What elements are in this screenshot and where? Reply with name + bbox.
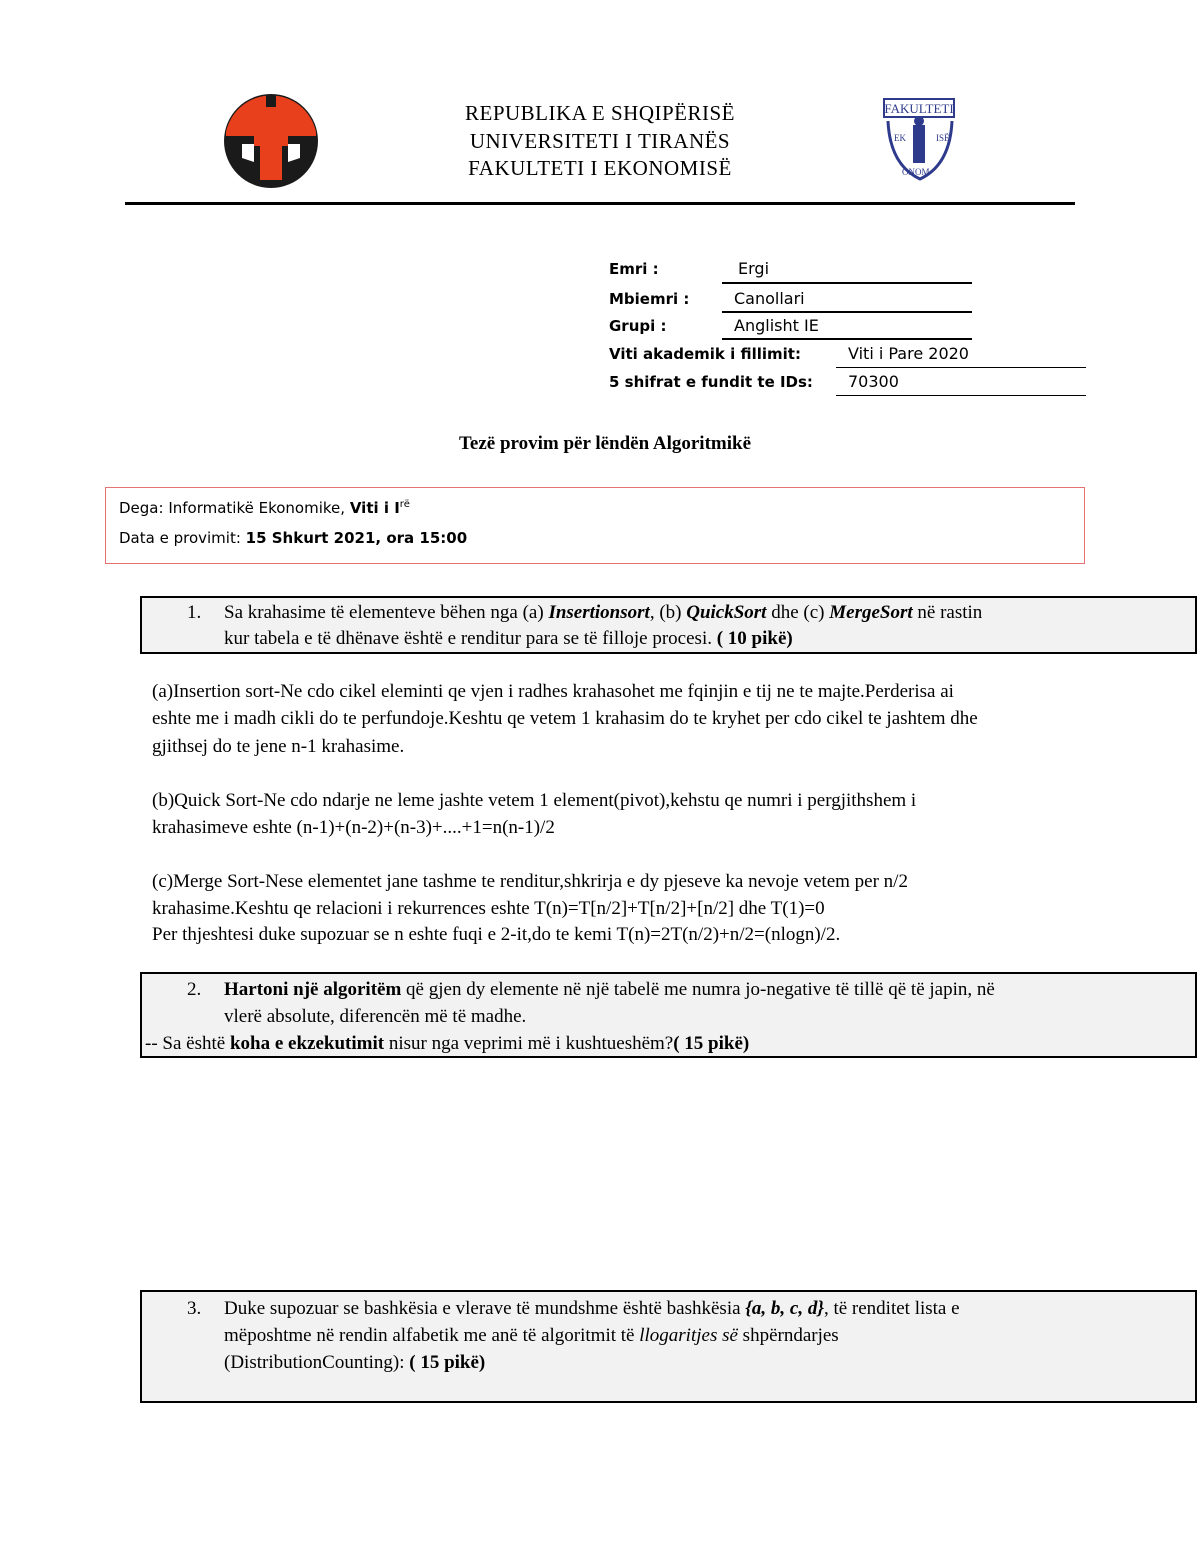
answer-b-line-2: krahasimeve eshte (n-1)+(n-2)+(n-3)+....+1=n(n-1)/2 [152,817,555,838]
question-1-points: ( 10 pikë) [716,628,793,649]
department-line [119,499,410,517]
answer-c-line-1: (c)Merge Sort-Nese elementet jane tashme te renditur,shkrirja e dy pjeseve ka nevoje vetem per n/2 [152,871,908,892]
question-1-box [140,596,1197,654]
answer-a-line-2: eshte me i madh cikli do te perfundoje.Keshtu qe vetem 1 krahasim do te kryhet per cdo cikel te jashtem dhe [152,708,978,729]
grupi-value: Anglisht IE [734,316,819,335]
question-2-number: 2. [187,979,202,1000]
question-2-line-2: vlerë absolute, diferencën më të madhe. [224,1006,527,1027]
header-republic: REPUBLIKA E SHQIPËRISË [464,101,736,125]
question-3-number: 3. [187,1298,202,1319]
grupi-underline [722,338,972,340]
answer-a-line-1: (a)Insertion sort-Ne cdo cikel eleminti qe vjen i radhes krahasohet me fqinjin e tij ne te majte.Perderisa ai [152,681,954,702]
answer-c-line-3: Per thjeshtesi duke supozuar se n eshte fuqi e 2-it,do te kemi T(n)=2T(n/2)+n/2=(nlogn)/2. [152,924,841,945]
question-3-line-1: Duke supozuar se bashkësia e vlerave të mundshme është bashkësia {a, b, c, d}, të renditet lista e [224,1298,960,1319]
header-divider [125,202,1075,205]
exam-date-label: Data e provimit: [119,529,241,547]
department-box [105,487,1085,564]
department-label: Dega: [119,499,164,517]
value-set: {a, b, c, d} [745,1298,824,1319]
mbiemri-underline [722,311,972,313]
exam-title: Tezë provim për lëndën Algoritmikë [458,433,752,454]
header-university: UNIVERSITETI I TIRANËS [469,129,731,153]
svg-text:EK: EK [894,133,906,143]
exam-date-line [119,529,467,547]
mbiemri-value: Canollari [734,289,805,308]
execution-time-term: koha e ekzekutimit [229,1033,385,1054]
emri-label: Emri : [609,260,659,278]
answer-a-line-3: gjithsej do te jene n-1 krahasime. [152,736,405,757]
faculty-logo-icon [880,95,960,183]
ids-label: 5 shifrat e fundit te IDs: [609,373,813,391]
answer-c-line-2: krahasime.Keshtu qe relacioni i rekurrences eshte T(n)=T[n/2]+T[n/2]+[n/2] dhe T(1)=0 [152,898,825,919]
question-3-line-3: (DistributionCounting): ( 15 pikë) [224,1352,486,1373]
viti-label: Viti akademik i fillimit: [609,345,801,363]
year-superscript: rë [399,499,410,510]
insertionsort-term: Insertionsort [548,602,650,623]
question-3-box [140,1290,1197,1403]
question-2-line-3: -- Sa është koha e ekzekutimit nisur nga veprimi më i kushtueshëm?( 15 pikë) [145,1033,750,1054]
exam-date-value: 15 Shkurt 2021, ora 15:00 [245,529,468,547]
header-faculty: FAKULTETI I EKONOMISË [468,156,732,180]
answer-b-line-1: (b)Quick Sort-Ne cdo ndarje ne leme jashte vetem 1 element(pivot),kehstu qe numri i pergjithshem i [152,790,917,811]
question-3-line-2: mëposhtme në rendin alfabetik me anë të algoritmit të llogaritjes së shpërndarjes [224,1325,839,1346]
svg-text:ONOM: ONOM [902,167,930,177]
ids-underline [836,395,1086,396]
department-value: Informatikë Ekonomike, [168,499,346,517]
emri-underline [722,282,972,284]
question-2-points: ( 15 pikë) [673,1033,750,1054]
question-2-line-1: Hartoni një algoritëm që gjen dy elemente në një tabelë me numra jo-negative të tillë që të japin, në [224,979,995,1000]
year-value: Viti i I [349,499,400,517]
design-algorithm-term: Hartoni një algoritëm [224,979,402,1000]
question-1-line-1: Sa krahasime të elementeve bëhen nga (a) Insertionsort, (b) QuickSort dhe (c) MergeSort në rastin [224,602,983,623]
svg-text:FAKULTETI: FAKULTETI [884,101,954,116]
question-2-box [140,972,1197,1058]
mbiemri-label: Mbiemri : [609,290,690,308]
quicksort-term: QuickSort [686,602,767,623]
question-1-line-2: kur tabela e të dhënave është e renditur para se të filloje procesi. ( 10 pikë) [224,628,793,649]
viti-underline [836,367,1086,368]
grupi-label: Grupi : [609,317,667,335]
ids-value: 70300 [848,372,899,391]
emri-value: Ergi [738,259,770,278]
svg-text:ISË: ISË [936,133,950,143]
distribution-counting-term: llogaritjes së [639,1325,738,1346]
question-3-points: ( 15 pikë) [409,1352,486,1373]
mergesort-term: MergeSort [829,602,913,623]
question-1-number: 1. [187,602,202,623]
viti-value: Viti i Pare 2020 [848,344,969,363]
